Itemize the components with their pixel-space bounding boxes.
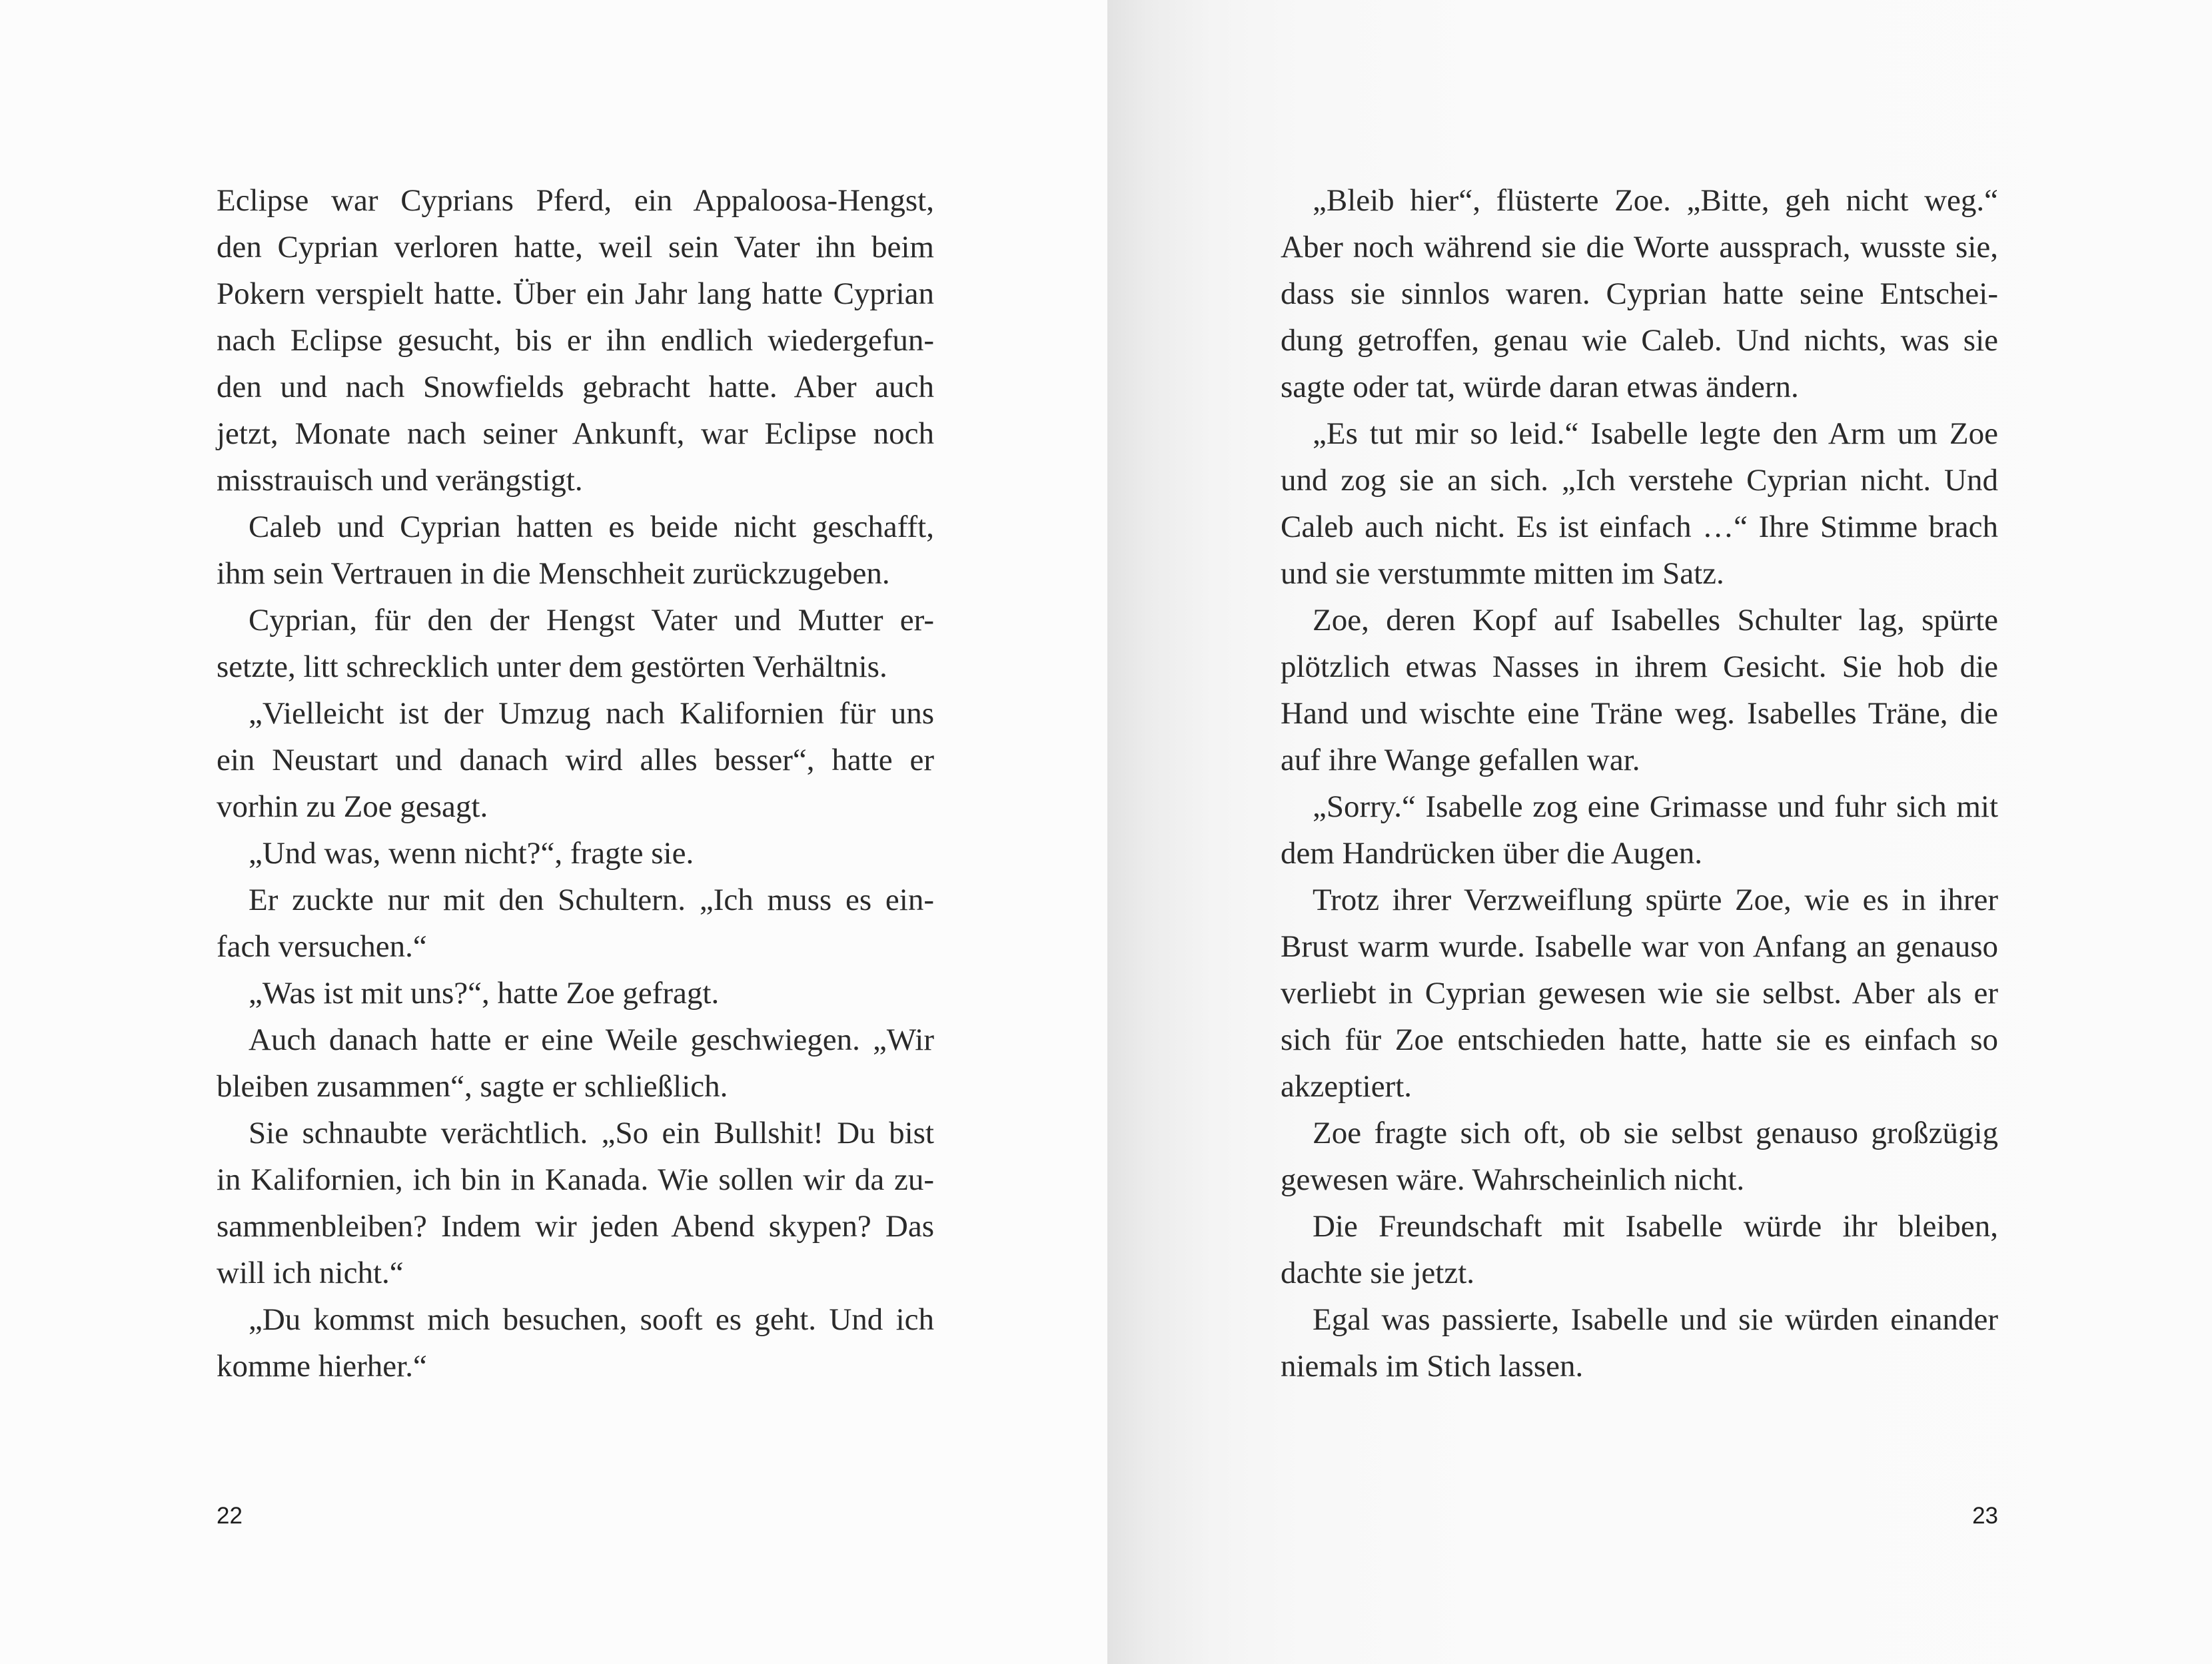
text-line: jetzt, Monate nach seiner Ankunft, war Eclipse noch xyxy=(217,416,934,451)
text-line: „Du kommst mich besuchen, sooft es geht. Und ich xyxy=(249,1302,934,1337)
text-line: verliebt in Cyprian gewesen wie sie selbst. Aber als er xyxy=(1281,976,1998,1011)
text-line: Pokern verspielt hatte. Über ein Jahr lang hatte Cyprian xyxy=(217,276,934,311)
text-line: auf ihre Wange gefallen war. xyxy=(1281,743,1640,777)
text-line: Hand und wischte eine Träne weg. Isabelles Träne, die xyxy=(1281,696,1998,731)
text-line: sammenbleiben? Indem wir jeden Abend skypen? Das xyxy=(217,1209,934,1244)
text-line: Brust warm wurde. Isabelle war von Anfang an genauso xyxy=(1281,929,1998,964)
text-line: niemals im Stich lassen. xyxy=(1281,1349,1584,1384)
text-line: „Bleib hier“, flüsterte Zoe. „Bitte, geh nicht weg.“ xyxy=(1313,183,1998,218)
text-line: Egal was passierte, Isabelle und sie würden einander xyxy=(1313,1302,1998,1337)
text-line: und zog sie an sich. „Ich verstehe Cyprian nicht. Und xyxy=(1281,463,1998,498)
text-line: ihm sein Vertrauen in die Menschheit zurückzugeben. xyxy=(217,556,890,591)
text-line: gewesen wäre. Wahrscheinlich nicht. xyxy=(1281,1162,1745,1197)
text-line: in Kalifornien, ich bin in Kanada. Wie sollen wir da zu- xyxy=(217,1162,934,1197)
text-line: dung getroffen, genau wie Caleb. Und nichts, was sie xyxy=(1281,323,1998,358)
text-line: Zoe, deren Kopf auf Isabelles Schulter lag, spürte xyxy=(1313,603,1998,637)
page-number-left: 22 xyxy=(217,1503,243,1529)
text-line: misstrauisch und verängstigt. xyxy=(217,463,583,498)
text-line: den und nach Snowfields gebracht hatte. Aber auch xyxy=(217,370,934,404)
text-line: fach versuchen.“ xyxy=(217,929,427,964)
text-line: Trotz ihrer Verzweiflung spürte Zoe, wie es in ihrer xyxy=(1313,883,1998,917)
text-line: bleiben zusammen“, sagte er schließlich. xyxy=(217,1069,728,1104)
text-line: Er zuckte nur mit den Schultern. „Ich muss es ein- xyxy=(249,883,934,917)
left-page-text xyxy=(217,177,934,1390)
text-line: Caleb und Cyprian hatten es beide nicht geschafft, xyxy=(249,510,934,544)
right-page xyxy=(1107,0,2212,1664)
text-line: „Was ist mit uns?“, hatte Zoe gefragt. xyxy=(249,976,720,1011)
text-line: akzeptiert. xyxy=(1281,1069,1412,1104)
text-line: Sie schnaubte verächtlich. „So ein Bullshit! Du bist xyxy=(249,1116,934,1150)
text-line: will ich nicht.“ xyxy=(217,1256,404,1290)
text-line: „Sorry.“ Isabelle zog eine Grimasse und fuhr sich mit xyxy=(1313,789,1998,824)
text-line: vorhin zu Zoe gesagt. xyxy=(217,789,488,824)
text-line: ein Neustart und danach wird alles besser“, hatte er xyxy=(217,743,934,777)
right-page-text xyxy=(1281,177,1998,1390)
text-line: „Es tut mir so leid.“ Isabelle legte den Arm um Zoe xyxy=(1313,416,1998,451)
text-line: nach Eclipse gesucht, bis er ihn endlich wiedergefun- xyxy=(217,323,934,358)
text-line: komme hierher.“ xyxy=(217,1349,427,1384)
text-line: dem Handrücken über die Augen. xyxy=(1281,836,1702,871)
text-line: Cyprian, für den der Hengst Vater und Mutter er- xyxy=(249,603,934,637)
text-line: Auch danach hatte er eine Weile geschwiegen. „Wir xyxy=(249,1023,934,1057)
text-line: den Cyprian verloren hatte, weil sein Vater ihn beim xyxy=(217,230,934,264)
text-line: Die Freundschaft mit Isabelle würde ihr bleiben, xyxy=(1313,1209,1998,1244)
text-line: Eclipse war Cyprians Pferd, ein Appaloosa-Hengst, xyxy=(217,183,934,218)
text-line: setzte, litt schrecklich unter dem gestörten Verhältnis. xyxy=(217,649,887,684)
text-line: Zoe fragte sich oft, ob sie selbst genauso großzügig xyxy=(1313,1116,1998,1150)
text-line: Caleb auch nicht. Es ist einfach …“ Ihre Stimme brach xyxy=(1281,510,1998,544)
text-line: dachte sie jetzt. xyxy=(1281,1256,1474,1290)
text-line: dass sie sinnlos waren. Cyprian hatte seine Entschei- xyxy=(1281,276,1998,311)
text-line: „Und was, wenn nicht?“, fragte sie. xyxy=(249,836,694,871)
text-line: und sie verstummte mitten im Satz. xyxy=(1281,556,1724,591)
text-line: plötzlich etwas Nasses in ihrem Gesicht. Sie hob die xyxy=(1281,649,1998,684)
page-number-right: 23 xyxy=(1972,1503,1998,1529)
text-line: sich für Zoe entschieden hatte, hatte sie es einfach so xyxy=(1281,1023,1998,1057)
text-line: sagte oder tat, würde daran etwas ändern. xyxy=(1281,370,1799,404)
text-line: Aber noch während sie die Worte aussprach, wusste sie, xyxy=(1281,230,1998,264)
text-line: „Vielleicht ist der Umzug nach Kalifornien für uns xyxy=(249,696,934,731)
